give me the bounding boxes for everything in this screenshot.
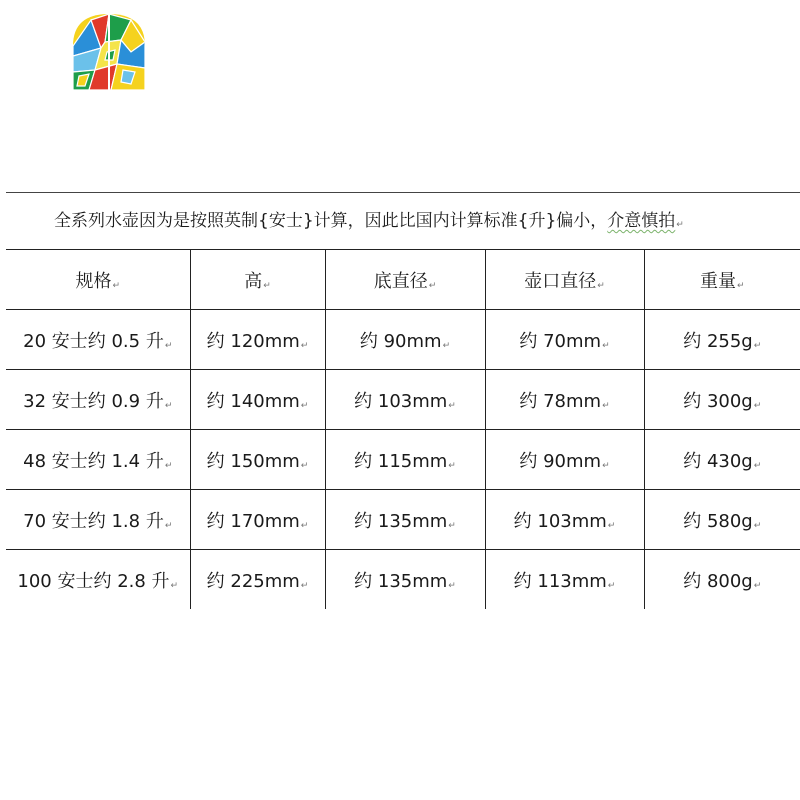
paragraph-mark-icon: ↵	[753, 460, 762, 471]
cell-spec: 20 安士约 0.5 升↵	[6, 310, 190, 370]
paragraph-mark-icon: ↵	[448, 580, 456, 591]
header-weight: 重量↵	[644, 250, 800, 310]
paragraph-mark-icon: ↵	[428, 280, 437, 291]
cell-base-diameter: 约 115mm↵	[325, 430, 485, 490]
cell-mouth-diameter: 约 90mm↵	[485, 430, 644, 490]
cell-base-diameter: 约 103mm↵	[325, 370, 485, 430]
paragraph-mark-icon: ↵	[448, 460, 456, 471]
paragraph-mark-icon: ↵	[753, 400, 762, 411]
header-spec: 规格↵	[6, 250, 190, 310]
paragraph-mark-icon: ↵	[300, 520, 309, 531]
stained-glass-window-logo	[71, 12, 147, 90]
table-row	[6, 430, 800, 490]
paragraph-mark-icon: ↵	[164, 520, 173, 531]
paragraph-mark-icon: ↵	[164, 460, 173, 471]
paragraph-mark-icon: ↵	[602, 340, 610, 351]
table-header-row	[6, 250, 800, 310]
size-notice	[6, 192, 800, 249]
paragraph-mark-icon: ↵	[448, 520, 456, 531]
paragraph-mark-icon: ↵	[676, 220, 684, 230]
cell-weight: 约 800g↵	[644, 550, 800, 610]
paragraph-mark-icon: ↵	[300, 460, 309, 471]
paragraph-mark-icon: ↵	[300, 580, 309, 591]
paragraph-mark-icon: ↵	[170, 580, 179, 591]
table-row	[6, 370, 800, 430]
paragraph-mark-icon: ↵	[736, 280, 745, 291]
paragraph-mark-icon: ↵	[448, 400, 456, 411]
paragraph-mark-icon: ↵	[602, 400, 610, 411]
cell-spec: 100 安士约 2.8 升↵	[6, 550, 190, 610]
table-row	[6, 490, 800, 550]
cell-height: 约 140mm↵	[190, 370, 325, 430]
cell-height: 约 120mm↵	[190, 310, 325, 370]
cell-mouth-diameter: 约 103mm↵	[485, 490, 644, 550]
cell-weight: 约 430g↵	[644, 430, 800, 490]
cell-height: 约 170mm↵	[190, 490, 325, 550]
paragraph-mark-icon: ↵	[263, 280, 271, 291]
cell-weight: 约 255g↵	[644, 310, 800, 370]
spec-table	[6, 249, 800, 609]
paragraph-mark-icon: ↵	[602, 460, 610, 471]
paragraph-mark-icon: ↵	[753, 580, 762, 591]
paragraph-mark-icon: ↵	[753, 520, 762, 531]
notice-emphasis: 介意慎拍	[607, 211, 676, 231]
cell-mouth-diameter: 约 113mm↵	[485, 550, 644, 610]
paragraph-mark-icon: ↵	[112, 280, 121, 291]
cell-weight: 约 300g↵	[644, 370, 800, 430]
cell-spec: 48 安士约 1.4 升↵	[6, 430, 190, 490]
header-base-diameter: 底直径↵	[325, 250, 485, 310]
paragraph-mark-icon: ↵	[442, 340, 451, 351]
spec-document	[6, 192, 800, 606]
cell-base-diameter: 约 90mm↵	[325, 310, 485, 370]
cell-mouth-diameter: 约 78mm↵	[485, 370, 644, 430]
cell-base-diameter: 约 135mm↵	[325, 490, 485, 550]
header-mouth-diameter: 壶口直径↵	[485, 250, 644, 310]
paragraph-mark-icon: ↵	[597, 280, 605, 291]
paragraph-mark-icon: ↵	[164, 340, 173, 351]
cell-height: 约 150mm↵	[190, 430, 325, 490]
paragraph-mark-icon: ↵	[607, 580, 616, 591]
table-row	[6, 550, 800, 610]
cell-spec: 70 安士约 1.8 升↵	[6, 490, 190, 550]
paragraph-mark-icon: ↵	[164, 400, 173, 411]
cell-height: 约 225mm↵	[190, 550, 325, 610]
paragraph-mark-icon: ↵	[300, 340, 309, 351]
header-height: 高↵	[190, 250, 325, 310]
cell-base-diameter: 约 135mm↵	[325, 550, 485, 610]
cell-mouth-diameter: 约 70mm↵	[485, 310, 644, 370]
paragraph-mark-icon: ↵	[607, 520, 616, 531]
cell-weight: 约 580g↵	[644, 490, 800, 550]
cell-spec: 32 安士约 0.9 升↵	[6, 370, 190, 430]
paragraph-mark-icon: ↵	[753, 340, 762, 351]
table-row	[6, 310, 800, 370]
notice-text: 全系列水壶因为是按照英制{安士}计算，因此比国内计算标准{升}偏小，介意慎拍↵	[54, 193, 684, 253]
paragraph-mark-icon: ↵	[300, 400, 309, 411]
